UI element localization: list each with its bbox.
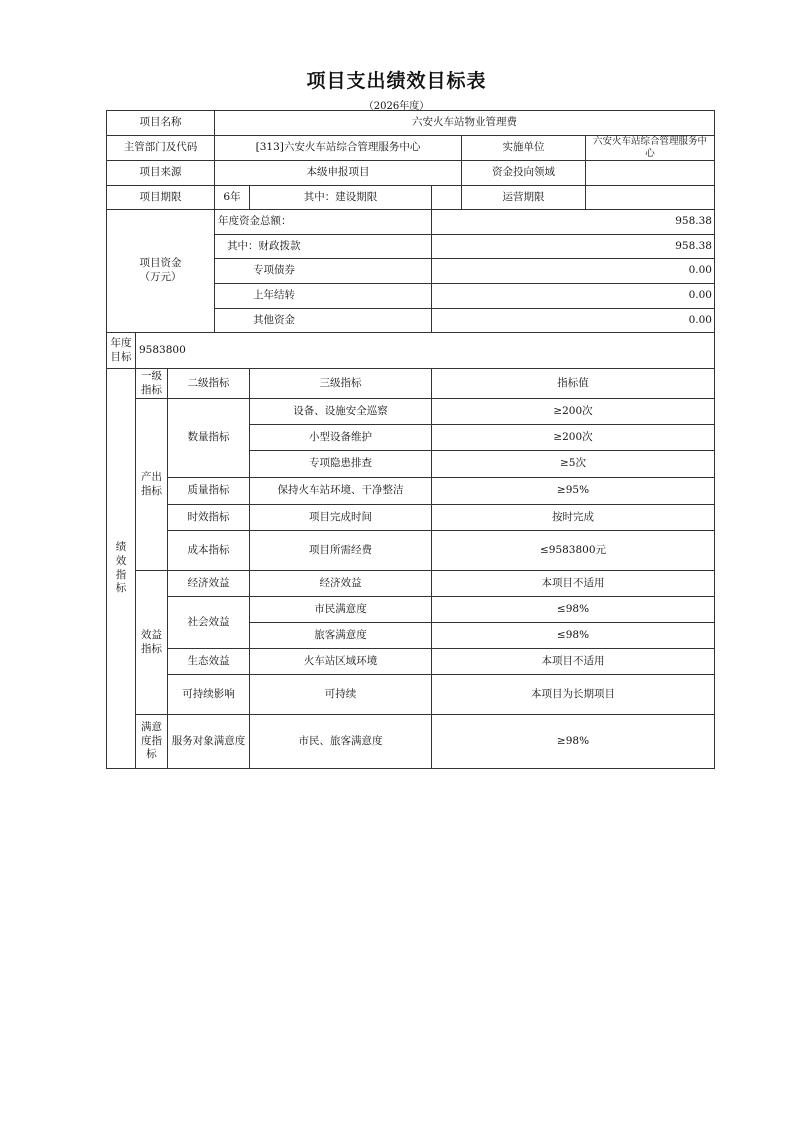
output-label-line1: 产出 xyxy=(141,470,162,483)
fiscal-year: （2026年度） xyxy=(363,101,430,112)
fund-bond-label: 专项债券 xyxy=(215,259,432,284)
indicator-value: 本项目不适用 xyxy=(432,649,715,675)
row-fund-total xyxy=(107,210,715,235)
source-label: 项目来源 xyxy=(107,161,215,186)
indicator-level3: 项目所需经费 xyxy=(250,531,432,571)
indicator-value: 本项目为长期项目 xyxy=(432,675,715,715)
indicator-level3: 项目完成时间 xyxy=(250,505,432,531)
construction-period-value xyxy=(432,186,462,210)
indicator-value: ≥98% xyxy=(432,715,715,769)
operation-period-label: 运营期限 xyxy=(462,186,586,210)
implementing-unit-label: 实施单位 xyxy=(462,136,586,161)
project-funds-label-line1: 项目资金 xyxy=(139,257,182,270)
cost-indicators-label: 成本指标 xyxy=(168,531,250,571)
table-row xyxy=(107,478,715,505)
benefit-indicators-label xyxy=(136,571,168,715)
annual-goal-label-line2: 目标 xyxy=(110,350,132,363)
fund-bond-value: 0.00 xyxy=(432,259,715,284)
fund-total-value: 958.38 xyxy=(432,210,715,235)
table-row xyxy=(107,531,715,571)
benefit-label-line2: 指标 xyxy=(141,642,162,655)
satisfaction-label-line1: 满意 xyxy=(141,721,162,734)
project-funds-label xyxy=(107,210,215,333)
perf-label-char: 标 xyxy=(115,582,127,595)
indicator-level3: 专项隐患排查 xyxy=(250,451,432,478)
fund-fiscal-label: 其中：财政拨款 xyxy=(215,235,432,259)
header-level1-line1: 一级 xyxy=(141,369,162,382)
page-title: 项目支出绩效目标表 xyxy=(306,70,487,92)
annual-goal-label-line1: 年度 xyxy=(110,336,132,349)
department-value: [313]六安火车站综合管理服务中心 xyxy=(215,136,462,161)
table-row xyxy=(107,675,715,715)
period-value: 6年 xyxy=(215,186,250,210)
output-indicators-label xyxy=(136,399,168,571)
table-row xyxy=(107,505,715,531)
fund-fiscal-value: 958.38 xyxy=(432,235,715,259)
indicator-level3: 经济效益 xyxy=(250,571,432,597)
fund-total-label: 年度资金总额： xyxy=(215,210,432,235)
sustainable-impact-label: 可持续影响 xyxy=(168,675,250,715)
project-name-value: 六安火车站物业管理费 xyxy=(215,111,715,136)
operation-period-value xyxy=(586,186,715,210)
indicator-level3: 保持火车站环境、干净整洁 xyxy=(250,478,432,505)
table-row xyxy=(107,571,715,597)
table-row xyxy=(107,597,715,623)
social-benefit-label: 社会效益 xyxy=(168,597,250,649)
fund-field-label: 资金投向领域 xyxy=(462,161,586,186)
row-source xyxy=(107,161,715,186)
benefit-label-line1: 效益 xyxy=(141,628,162,641)
satisfaction-label-line3: 标 xyxy=(146,748,157,761)
period-label: 项目期限 xyxy=(107,186,215,210)
performance-goal-table xyxy=(106,110,715,769)
header-level1-line2: 指标 xyxy=(141,383,162,396)
row-project-name xyxy=(107,111,715,136)
project-funds-label-unit: （万元） xyxy=(139,271,182,283)
header-level3: 三级指标 xyxy=(250,369,432,399)
satisfaction-label-line2: 度指 xyxy=(141,734,162,747)
economic-benefit-label: 经济效益 xyxy=(168,571,250,597)
indicator-level3: 可持续 xyxy=(250,675,432,715)
annual-goal-value: 9583800 xyxy=(136,333,715,369)
indicator-value: ≥200次 xyxy=(432,399,715,425)
indicator-value: ≥5次 xyxy=(432,451,715,478)
indicator-level3: 小型设备维护 xyxy=(250,425,432,451)
timeliness-indicators-label: 时效指标 xyxy=(168,505,250,531)
perf-label-char: 绩 xyxy=(115,541,127,554)
indicator-level3: 火车站区域环境 xyxy=(250,649,432,675)
perf-label-char: 指 xyxy=(115,568,127,581)
service-satisfaction-label: 服务对象满意度 xyxy=(168,715,250,769)
indicator-level3: 设备、设施安全巡察 xyxy=(250,399,432,425)
output-label-line2: 指标 xyxy=(141,484,162,497)
row-annual-goal xyxy=(107,333,715,369)
indicator-value: ≤98% xyxy=(432,597,715,623)
satisfaction-indicators-label xyxy=(136,715,168,769)
fund-other-label: 其他资金 xyxy=(215,309,432,333)
project-name-label: 项目名称 xyxy=(107,111,215,136)
indicator-value: ≤9583800元 xyxy=(432,531,715,571)
annual-goal-label xyxy=(107,333,136,369)
indicator-level3: 市民满意度 xyxy=(250,597,432,623)
indicator-value: ≥200次 xyxy=(432,425,715,451)
indicator-level3: 市民、旅客满意度 xyxy=(250,715,432,769)
header-level2: 二级指标 xyxy=(168,369,250,399)
indicator-value: 本项目不适用 xyxy=(432,571,715,597)
implementing-unit-value: 六安火车站综合管理服务中心 xyxy=(586,136,715,161)
fund-field-value xyxy=(586,161,715,186)
source-value: 本级申报项目 xyxy=(215,161,462,186)
row-department xyxy=(107,136,715,161)
indicator-value: 按时完成 xyxy=(432,505,715,531)
header-indicator-value: 指标值 xyxy=(432,369,715,399)
quality-indicators-label: 质量指标 xyxy=(168,478,250,505)
perf-label-char: 效 xyxy=(115,554,127,567)
construction-period-label: 其中：建设期限 xyxy=(250,186,432,210)
table-row xyxy=(107,649,715,675)
table-row xyxy=(107,715,715,769)
indicator-level3: 旅客满意度 xyxy=(250,623,432,649)
ecological-benefit-label: 生态效益 xyxy=(168,649,250,675)
row-indicator-header xyxy=(107,369,715,399)
indicator-value: ≤98% xyxy=(432,623,715,649)
header-level1 xyxy=(136,369,168,399)
indicator-value: ≥95% xyxy=(432,478,715,505)
fund-other-value: 0.00 xyxy=(432,309,715,333)
row-period xyxy=(107,186,715,210)
fund-carryover-value: 0.00 xyxy=(432,284,715,309)
table-row xyxy=(107,399,715,425)
fund-carryover-label: 上年结转 xyxy=(215,284,432,309)
department-label: 主管部门及代码 xyxy=(107,136,215,161)
quantity-indicators-label: 数量指标 xyxy=(168,399,250,478)
performance-indicators-label xyxy=(107,369,136,769)
